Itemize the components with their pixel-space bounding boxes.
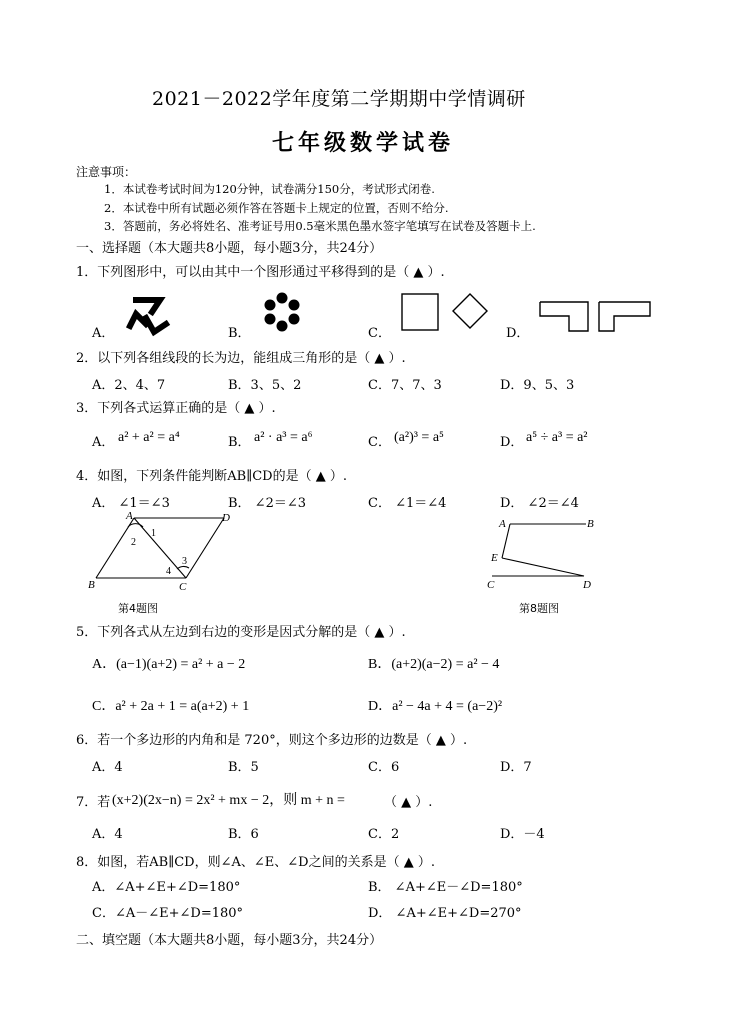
fig4-angle-2: 2 — [131, 537, 136, 548]
option-text: C．2 — [368, 827, 400, 842]
option-math: (a²)³ = a⁵ — [394, 430, 444, 445]
option-label: D． — [500, 435, 524, 450]
fig4-label-b: B — [88, 579, 95, 591]
option-text: D． ∠2＝∠4 — [500, 496, 579, 511]
option-text: C． ∠1＝∠4 — [368, 496, 447, 511]
option-text: C．∠A－∠E+∠D=180° — [92, 906, 244, 921]
option-text: B．3、5、2 — [228, 378, 302, 393]
option-label: A． — [92, 435, 115, 450]
question-stem: 6．若一个多边形的内角和是 720°，则这个多边形的边数是（ ▲ ）. — [76, 733, 468, 748]
option-text: D．7 — [500, 760, 532, 775]
option-text: D．9、5、3 — [500, 378, 575, 393]
question-stem: 4．如图，下列条件能判断AB∥CD的是（ ▲ ）. — [76, 469, 347, 484]
notice-item: 1．本试卷考试时间为120分钟，试卷满分150分，考试形式闭卷. — [104, 182, 435, 196]
option-label: B． — [228, 326, 251, 341]
fig8-label-b: B — [587, 518, 594, 530]
fig8-label-e: E — [491, 552, 498, 564]
notice-item: 2．本试卷中所有试题必须作答在答题卡上规定的位置，否则不给分. — [104, 201, 449, 215]
fig8-label-d: D — [583, 579, 591, 591]
option-text: A．4 — [92, 827, 123, 842]
option-math: D．a² − 4a + 4 = (a−2)² — [368, 699, 503, 714]
question-stem: 3．下列各式运算正确的是（ ▲ ）. — [76, 401, 276, 416]
question-stem-math: (x+2)(2x−n) = 2x² + mx − 2，则 m + n = — [112, 793, 345, 808]
option-label: B． — [228, 435, 251, 450]
fig8-label-a: A — [499, 518, 506, 530]
fig8-label-c: C — [487, 579, 495, 591]
notice-heading: 注意事项： — [76, 165, 137, 179]
option-text: A．∠A+∠E+∠D=180° — [92, 880, 241, 895]
option-text: C．7、7、3 — [368, 378, 442, 393]
option-math: A．(a−1)(a+2) = a² + a − 2 — [92, 657, 246, 672]
fig4-angle-4: 4 — [166, 566, 171, 577]
option-text: D． ∠A+∠E+∠D=270° — [368, 906, 522, 921]
section-heading: 二、填空题（本大题共8小题，每小题3分，共24分） — [76, 933, 383, 948]
question-stem: 8．如图，若AB∥CD，则∠A、∠E、∠D之间的关系是（ ▲ ）. — [76, 855, 435, 870]
option-math: a² + a² = a⁴ — [118, 430, 180, 445]
option-text: B．5 — [228, 760, 259, 775]
question-stem-prefix: 7．若 — [76, 795, 111, 810]
fig4-label-c: C — [179, 581, 187, 593]
exam-subtitle: 七年级数学试卷 — [272, 130, 455, 156]
fig4-label-a: A — [126, 510, 133, 522]
option-math: a² · a³ = a⁶ — [254, 430, 313, 445]
question-stem: 1．下列图形中，可以由其中一个图形通过平移得到的是（ ▲ ）. — [76, 265, 445, 280]
fig4-angle-1: 1 — [151, 528, 156, 539]
question-stem-suffix: （ ▲ ）. — [384, 795, 433, 810]
figure-caption: 第4题图 — [118, 602, 158, 615]
figure-caption: 第8题图 — [519, 602, 559, 615]
option-label: C． — [368, 435, 391, 450]
option-label: D． — [506, 326, 530, 341]
q1-figure-d-l-shapes — [539, 300, 653, 334]
option-text: C．6 — [368, 760, 400, 775]
option-text: A．2、4、7 — [92, 378, 166, 393]
option-text: B． ∠2＝∠3 — [228, 496, 307, 511]
option-math: B．(a+2)(a−2) = a² − 4 — [368, 657, 500, 672]
option-label: A． — [92, 326, 115, 341]
notice-item: 3．答题前，务必将姓名、准考证号用0.5毫米黑色墨水签字笔填写在试卷及答题卡上. — [104, 219, 536, 233]
question-stem: 5．下列各式从左边到右边的变形是因式分解的是（ ▲ ）. — [76, 625, 406, 640]
option-math: a⁵ ÷ a³ = a² — [526, 430, 588, 445]
option-label: C． — [368, 326, 391, 341]
exam-title: 2021－2022学年度第二学期期中学情调研 — [152, 88, 526, 110]
figure-4-parallelogram — [88, 508, 248, 594]
option-text: B． ∠A+∠E－∠D=180° — [368, 880, 523, 895]
question-stem: 2．以下列各组线段的长为边，能组成三角形的是（ ▲ ）. — [76, 351, 406, 366]
fig4-label-d: D — [222, 512, 230, 524]
option-math: C．a² + 2a + 1 = a(a+2) + 1 — [92, 699, 250, 714]
option-text: D．－4 — [500, 827, 545, 842]
q1-figure-a-triskelion — [126, 294, 172, 334]
q1-figure-c-squares — [400, 292, 492, 334]
option-text: A． ∠1＝∠3 — [92, 496, 170, 511]
fig4-angle-3: 3 — [182, 556, 187, 567]
figure-8-parallel-lines — [482, 512, 594, 592]
section-heading: 一、选择题（本大题共8小题，每小题3分，共24分） — [76, 241, 383, 256]
option-text: B．6 — [228, 827, 259, 842]
option-text: A．4 — [92, 760, 123, 775]
q1-figure-b-hexagon-dots — [258, 292, 306, 332]
